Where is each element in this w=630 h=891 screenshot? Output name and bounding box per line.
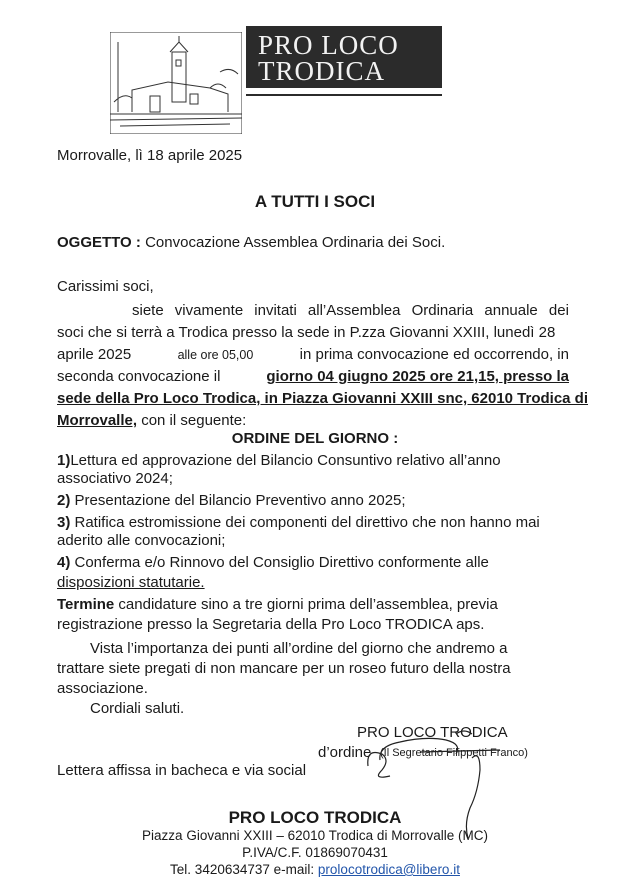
agenda-item-1 — [57, 452, 569, 470]
word: invitati — [254, 302, 297, 319]
deadline-line-2: registrazione presso la Segretaria della Pro Loco TRODICA aps. — [57, 616, 485, 633]
deadline-line-1 — [57, 596, 498, 614]
logo-banner — [246, 26, 442, 88]
page-title: A TUTTI I SOCI — [254, 192, 376, 211]
body-line-3 — [57, 346, 569, 364]
logo-divider — [246, 94, 442, 96]
body-line-4 — [57, 368, 569, 386]
notice: Lettera affissa in bacheca e via social — [57, 762, 307, 779]
agenda-item-2 — [57, 492, 406, 510]
agenda-item-4-cont: disposizioni statutarie. — [57, 574, 205, 591]
body-text: con il seguente: — [137, 412, 247, 429]
footer-vat: P.IVA/C.F. 01869070431 — [242, 845, 388, 860]
agenda-number: 3) — [57, 514, 71, 531]
signature-secretary: (Il Segretario Filippetti Franco) — [380, 747, 528, 759]
subject-label: OGGETTO : — [57, 234, 141, 251]
agenda-number: 1) — [57, 452, 71, 469]
body-line-1 — [132, 302, 569, 320]
agenda-item-3-cont: aderito alle convocazioni; — [57, 532, 226, 549]
word: all’Assemblea — [307, 302, 401, 319]
body-line-2: soci che si terrà a Trodica presso la sede in P.zza Giovanni XXIII, lunedì 28 — [57, 324, 556, 341]
closing-line-3: associazione. — [57, 680, 148, 697]
body-text: seconda convocazione il — [57, 368, 221, 385]
footer-tel: Tel. 3420634737 e-mail: — [170, 862, 315, 877]
agenda-text: Presentazione del Bilancio Preventivo anno 2025; — [70, 492, 406, 509]
subject-line — [57, 234, 445, 252]
body-time: alle ore 05,00 — [177, 348, 254, 362]
word: Ordinaria — [411, 302, 474, 319]
agenda-number: 2) — [57, 492, 71, 509]
meeting-town-highlight: Morrovalle, — [57, 412, 138, 429]
signature-order: d’ordine — [318, 744, 372, 761]
body-text: aprile 2025 — [57, 346, 132, 363]
agenda-title: ORDINE DEL GIORNO : — [231, 430, 399, 447]
meeting-date-highlight: giorno 04 giugno 2025 ore 21,15, presso la — [266, 368, 569, 385]
logo-title-line2: TRODICA — [258, 56, 385, 86]
word: annuale — [484, 302, 538, 319]
agenda-item-4 — [57, 554, 569, 572]
closing-line-2: trattare siete pregati di non mancare per un roseo futuro della nostra — [57, 660, 511, 677]
footer-address: Piazza Giovanni XXIII – 62010 Trodica di Morrovalle (MC) — [142, 828, 488, 843]
agenda-item-3 — [57, 514, 540, 532]
word: dei — [548, 302, 569, 319]
signature-org: PRO LOCO TRODICA — [357, 724, 508, 741]
footer-org-name: PRO LOCO TRODICA — [228, 808, 402, 827]
body-text: in prima convocazione ed occorrendo, in — [299, 346, 569, 363]
word: siete — [132, 302, 164, 319]
logo-title-line1: PRO LOCO — [258, 30, 399, 60]
footer-contacts — [0, 862, 630, 878]
body-line-6 — [57, 412, 246, 430]
agenda-number: 4) — [57, 554, 71, 571]
greeting: Carissimi soci, — [57, 278, 154, 295]
agenda-text: Lettura ed approvazione del Bilancio Consuntivo relativo all’anno — [70, 452, 501, 469]
salutation: Cordiali saluti. — [90, 700, 185, 717]
place-date: Morrovalle, lì 18 aprile 2025 — [57, 147, 243, 164]
deadline-label: Termine — [57, 596, 115, 613]
deadline-text: candidature sino a tre giorni prima dell’assemblea, previa — [114, 596, 498, 613]
church-sketch-logo — [110, 32, 242, 134]
subject-text: Convocazione Assemblea Ordinaria dei Soci. — [145, 234, 446, 251]
agenda-text: Ratifica estromissione dei componenti del direttivo che non hanno mai — [70, 514, 540, 531]
footer-email-link[interactable]: prolocotrodica@libero.it — [317, 862, 460, 877]
meeting-location-highlight: sede della Pro Loco Trodica, in Piazza Giovanni XXIII snc, 62010 Trodica di — [57, 390, 589, 407]
word: vivamente — [174, 302, 244, 319]
agenda-text: Conferma e/o Rinnovo del Consiglio Direttivo conformente alle — [70, 554, 489, 571]
agenda-item-1-cont: associativo 2024; — [57, 470, 173, 487]
closing-line-1: Vista l’importanza dei punti all’ordine del giorno che andremo a — [90, 640, 508, 657]
